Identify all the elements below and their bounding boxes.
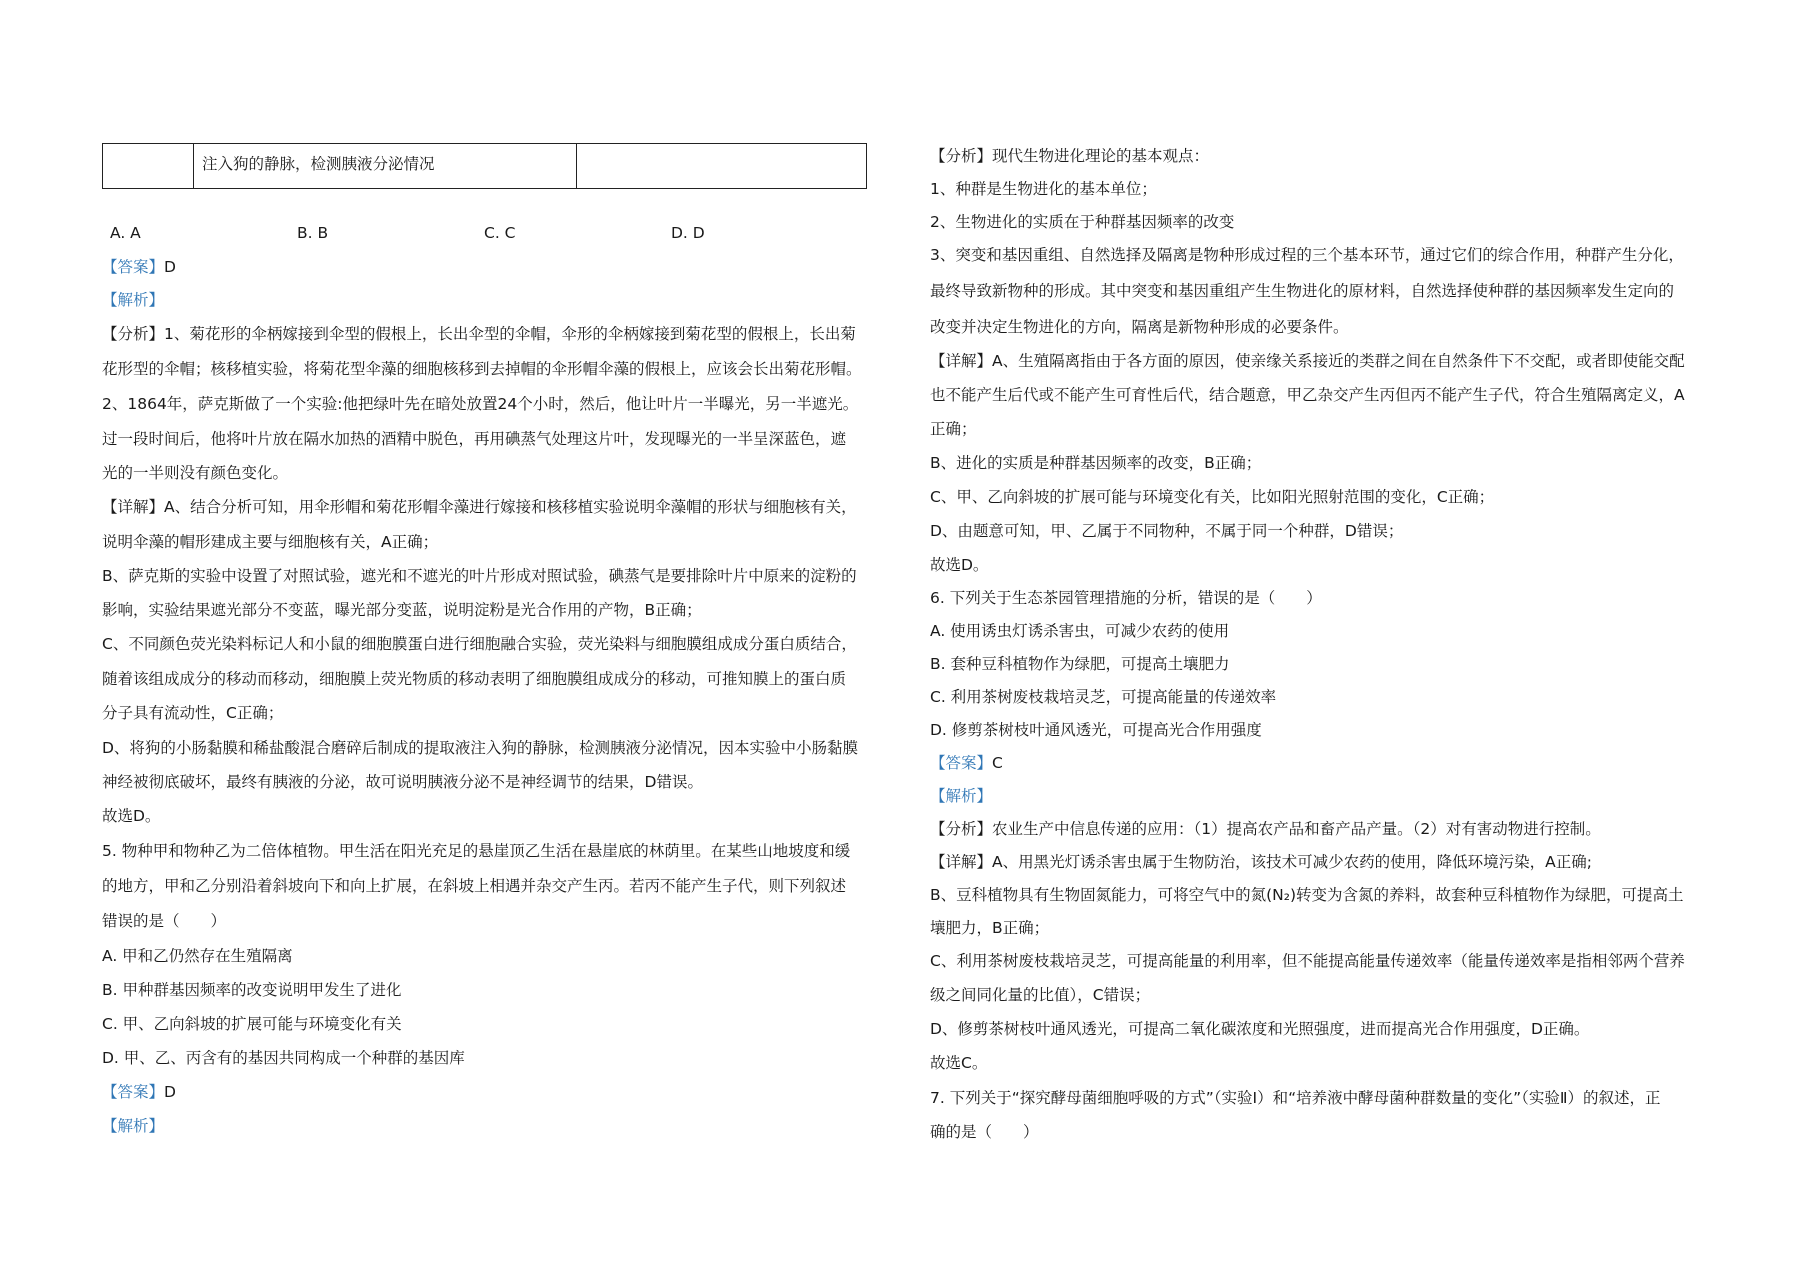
right-text-line (930, 753, 1003, 773)
table-cell (577, 144, 867, 189)
option-b: B. B (297, 224, 329, 242)
right-text-line: C、利用茶树废枝栽培灵芝，可提高能量的利用率，但不能提高能量传递效率（能量传递效率是指相邻两个营养 (930, 952, 1685, 970)
left-text-line: 的地方，甲和乙分别沿着斜坡向下和向上扩展，在斜坡上相遇并杂交产生丙。若丙不能产生子代，则下列叙述 (102, 877, 847, 895)
right-text-line: 1、种群是生物进化的基本单位； (930, 180, 1157, 198)
right-text-line: C. 利用茶树废枝栽培灵芝，可提高能量的传递效率 (930, 688, 1277, 706)
section-tag: 【解析】 (102, 291, 165, 309)
right-text-line: 7. 下列关于“探究酵母菌细胞呼吸的方式”（实验Ⅰ）和“培养液中酵母菌种群数量的变化”（实验Ⅱ）的叙述，正 (930, 1089, 1661, 1107)
left-text-line: 故选D。 (102, 807, 161, 825)
right-text-line: 改变并决定生物进化的方向，隔离是新物种形成的必要条件。 (930, 318, 1349, 336)
option-a: A. A (110, 224, 141, 242)
section-tag: 【答案】 (102, 258, 165, 276)
answer-options (110, 224, 890, 244)
left-text-line: B. 甲种群基因频率的改变说明甲发生了进化 (102, 981, 402, 999)
table-cell: 注入狗的静脉，检测胰液分泌情况 (194, 144, 577, 189)
right-text-line: B、豆科植物具有生物固氮能力，可将空气中的氮(N₂)转变为含氮的养料，故套种豆科植物作为绿肥，可提高土 (930, 886, 1684, 904)
right-text-line: D、修剪茶树枝叶通风透光，可提高二氧化碳浓度和光照强度，进而提高光合作用强度，D正确。 (930, 1020, 1590, 1038)
left-text-line: 错误的是（ ） (102, 912, 227, 930)
left-text-line (102, 290, 164, 310)
right-text-line: A. 使用诱虫灯诱杀害虫，可减少农药的使用 (930, 622, 1230, 640)
left-text-line (102, 257, 176, 277)
section-tag: 【解析】 (930, 787, 993, 805)
left-text-line: 5. 物种甲和物种乙为二倍体植物。甲生活在阳光充足的悬崖顶乙生活在悬崖底的林荫里。在某些山地坡度和缓 (102, 842, 851, 860)
right-text-line: 【详解】A、用黑光灯诱杀害虫属于生物防治，该技术可减少农药的使用，降低环境污染，A正确; (930, 853, 1592, 871)
section-tag: 【答案】 (102, 1083, 165, 1101)
left-text-line (102, 1116, 164, 1136)
line-text: D (164, 258, 176, 276)
section-tag: 【答案】 (930, 754, 993, 772)
left-text-line: 分子具有流动性，C正确； (102, 704, 284, 722)
left-text-line (102, 1082, 176, 1102)
right-text-line: B、进化的实质是种群基因频率的改变，B正确； (930, 454, 1262, 472)
line-text: D (164, 1083, 176, 1101)
left-text-line: B、萨克斯的实验中设置了对照试验，遮光和不遮光的叶片形成对照试验，碘蒸气是要排除叶片中原来的淀粉的 (102, 567, 857, 585)
right-text-line: 【详解】A、生殖隔离指由于各方面的原因，使亲缘关系接近的类群之间在自然条件下不交配，或者即使能交配 (930, 352, 1685, 370)
right-text-line: 确的是（ ） (930, 1123, 1039, 1141)
right-text-line: D. 修剪茶树枝叶通风透光，可提高光合作用强度 (930, 721, 1262, 739)
table-row (103, 144, 867, 189)
right-text-line: 3、突变和基因重组、自然选择及隔离是物种形成过程的三个基本环节，通过它们的综合作用，种群产生分化， (930, 246, 1684, 264)
right-text-line: 最终导致新物种的形成。其中突变和基因重组产生生物进化的原材料，自然选择使种群的基因频率发生定向的 (930, 282, 1675, 300)
section-tag: 【解析】 (102, 1117, 165, 1135)
option-c: C. C (484, 224, 516, 242)
left-text-line: 影响，实验结果遮光部分不变蓝，曝光部分变蓝，说明淀粉是光合作用的产物，B正确； (102, 601, 702, 619)
right-text-line: 级之间同化量的比值），C错误； (930, 986, 1151, 1004)
right-text-line: C、甲、乙向斜坡的扩展可能与环境变化有关，比如阳光照射范围的变化，C正确； (930, 488, 1495, 506)
left-text-line: C. 甲、乙向斜坡的扩展可能与环境变化有关 (102, 1015, 402, 1033)
right-text-line: 【分析】现代生物进化理论的基本观点： (930, 147, 1210, 165)
left-text-line: 【详解】A、结合分析可知，用伞形帽和菊花形帽伞藻进行嫁接和核移植实验说明伞藻帽的形状与细胞核有关， (102, 498, 857, 516)
left-text-line: 2、1864年，萨克斯做了一个实验:他把绿叶先在暗处放置24个小时，然后，他让叶片一半曝光，另一半遮光。 (102, 395, 859, 413)
right-text-line: D、由题意可知，甲、乙属于不同物种，不属于同一个种群，D错误； (930, 522, 1404, 540)
left-text-line: D、将狗的小肠黏膜和稀盐酸混合磨碎后制成的提取液注入狗的静脉，检测胰液分泌情况，因本实验中小肠黏膜 (102, 739, 858, 757)
option-d: D. D (671, 224, 705, 242)
right-text-line: 正确； (930, 420, 977, 438)
right-text-line: 6. 下列关于生态茶园管理措施的分析，错误的是（ ） (930, 589, 1322, 607)
left-text-line: 神经被彻底破坏，最终有胰液的分泌，故可说明胰液分泌不是神经调节的结果，D错误。 (102, 773, 703, 791)
right-text-line: 也不能产生后代或不能产生可育性后代，结合题意，甲乙杂交产生丙但丙不能产生子代，符合生殖隔离定义，A (930, 386, 1685, 404)
right-text-line: 2、生物进化的实质在于种群基因频率的改变 (930, 213, 1235, 231)
left-text-line: 说明伞藻的帽形建成主要与细胞核有关，A正确； (102, 533, 439, 551)
line-text: C (992, 754, 1003, 772)
right-text-line: B. 套种豆科植物作为绿肥，可提高土壤肥力 (930, 655, 1230, 673)
left-text-line: 随着该组成成分的移动而移动，细胞膜上荧光物质的移动表明了细胞膜组成成分的移动，可推知膜上的蛋白质 (102, 670, 847, 688)
right-text-line: 故选C。 (930, 1054, 988, 1072)
experiment-table (102, 143, 867, 189)
table-cell (103, 144, 194, 189)
left-text-line: 花形型的伞帽；核移植实验，将菊花型伞藻的细胞核移到去掉帽的伞形帽伞藻的假根上，应该会长出菊花形帽。 (102, 360, 862, 378)
right-text-line: 【分析】农业生产中信息传递的应用：（1）提高农产品和畜产品产量。（2）对有害动物进行控制。 (930, 820, 1601, 838)
left-text-line: 光的一半则没有颜色变化。 (102, 464, 289, 482)
right-text-line: 故选D。 (930, 556, 989, 574)
left-text-line: A. 甲和乙仍然存在生殖隔离 (102, 947, 293, 965)
left-text-line: C、不同颜色荧光染料标记人和小鼠的细胞膜蛋白进行细胞融合实验，荧光染料与细胞膜组成成分蛋白质结合， (102, 635, 857, 653)
left-text-line: 【分析】1、菊花形的伞柄嫁接到伞型的假根上，长出伞型的伞帽，伞形的伞柄嫁接到菊花型的假根上，长出菊 (102, 325, 856, 343)
left-text-line: 过一段时间后，他将叶片放在隔水加热的酒精中脱色，再用碘蒸气处理这片叶，发现曝光的一半呈深蓝色，遮 (102, 430, 847, 448)
right-text-line: 壤肥力，B正确； (930, 919, 1050, 937)
left-text-line: D. 甲、乙、丙含有的基因共同构成一个种群的基因库 (102, 1049, 465, 1067)
right-text-line (930, 786, 992, 806)
